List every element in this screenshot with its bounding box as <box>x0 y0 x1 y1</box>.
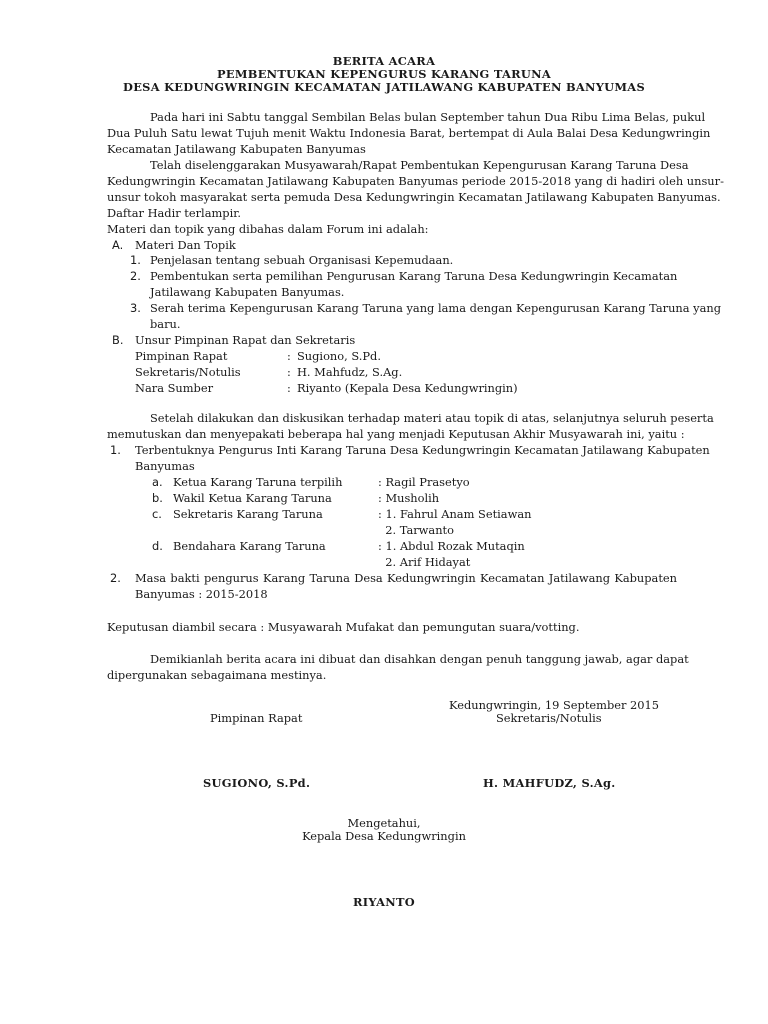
opening-line-6: unsur tokoh masyarakat serta pemuda Desa Kedungwringin Kecamatan Jatilawang Kabupaten Banyumas. <box>107 190 721 204</box>
role-letter: b. <box>152 491 163 505</box>
doc-title: BERITA ACARA <box>332 54 436 68</box>
closing-line-2: dipergunakan sebagaimana mestinya. <box>107 668 327 682</box>
role-letter: a. <box>152 475 163 489</box>
decision-line-1: Setelah dilakukan dan diskusikan terhadap materi atau topik di atas, selanjutnya seluruh peserta <box>150 411 714 425</box>
place-date: Kedungwringin, 19 September 2015 <box>449 698 660 712</box>
list-item-number: 1. <box>130 253 141 267</box>
decision-item-number: 1. <box>110 443 121 457</box>
official-role-sep: : <box>287 365 291 379</box>
acknowledgement-name: RIYANTO <box>353 895 415 909</box>
official-role-value: Sugiono, S.Pd. <box>297 349 381 363</box>
decision-method: Keputusan diambil secara : Musyawarah Mufakat dan pemungutan suara/votting. <box>107 620 580 634</box>
role-title: Wakil Ketua Karang Taruna <box>173 491 332 505</box>
signature-right-name: H. MAHFUDZ, S.Ag. <box>483 776 616 790</box>
section-a-title: Materi Dan Topik <box>135 238 236 252</box>
role-letter: c. <box>152 507 162 521</box>
role-name: : 1. Abdul Rozak Mutaqin <box>378 539 525 553</box>
official-role-label: Nara Sumber <box>135 381 214 395</box>
list-item-text: Penjelasan tentang sebuah Organisasi Kepemudaan. <box>150 253 454 267</box>
official-role-label: Sekretaris/Notulis <box>135 365 241 379</box>
official-role-value: H. Mahfudz, S.Ag. <box>297 365 403 379</box>
official-role-label: Pimpinan Rapat <box>135 349 228 363</box>
role-name: : Ragil Prasetyo <box>378 475 470 489</box>
role-name: 2. Tarwanto <box>378 523 454 537</box>
opening-line-1: Pada hari ini Sabtu tanggal Sembilan Belas bulan September tahun Dua Ribu Lima Belas, pukul <box>150 110 706 124</box>
list-item-text: Serah terima Kepengurusan Karang Taruna yang lama dengan Kepengurusan Karang Taruna yang <box>150 301 722 315</box>
list-item-text-cont: baru. <box>150 317 181 331</box>
signature-right-title: Sekretaris/Notulis <box>496 711 602 725</box>
role-name: : 1. Fahrul Anam Setiawan <box>378 507 532 521</box>
section-b-title: Unsur Pimpinan Rapat dan Sekretaris <box>135 333 356 347</box>
decision-item-text-cont: Banyumas : 2015-2018 <box>135 587 268 601</box>
role-title: Sekretaris Karang Taruna <box>173 507 323 521</box>
role-letter: d. <box>152 539 163 553</box>
decision-item-text: Masa bakti pengurus Karang Taruna Desa Kedungwringin Kecamatan Jatilawang Kabupaten <box>135 571 677 585</box>
opening-line-7: Daftar Hadir terlampir. <box>107 206 242 220</box>
opening-line-2: Dua Puluh Satu lewat Tujuh menit Waktu Indonesia Barat, bertempat di Aula Balai Desa Kedungwringin <box>107 126 711 140</box>
doc-subtitle-location: DESA KEDUNGWRINGIN KECAMATAN JATILAWANG KABUPATEN BANYUMAS <box>123 80 645 94</box>
signature-left-title: Pimpinan Rapat <box>210 711 303 725</box>
opening-line-5: Kedungwringin Kecamatan Jatilawang Kabupaten Banyumas periode 2015-2018 yang di hadiri oleh unsur- <box>107 174 724 188</box>
opening-line-8: Materi dan topik yang dibahas dalam Forum ini adalah: <box>107 222 429 236</box>
signature-left-name: SUGIONO, S.Pd. <box>203 776 311 790</box>
official-role-sep: : <box>287 381 291 395</box>
list-item-text-cont: Jatilawang Kabupaten Banyumas. <box>150 285 345 299</box>
role-name: 2. Arif Hidayat <box>378 555 471 569</box>
closing-line-1: Demikianlah berita acara ini dibuat dan disahkan dengan penuh tanggung jawab, agar dapat <box>150 652 689 666</box>
acknowledgement-label: Mengetahui, <box>347 816 421 830</box>
section-b-marker: B. <box>112 333 124 347</box>
list-item-number: 2. <box>130 269 141 283</box>
acknowledgement-title: Kepala Desa Kedungwringin <box>302 829 466 843</box>
section-a-marker: A. <box>112 238 124 252</box>
opening-line-3: Kecamatan Jatilawang Kabupaten Banyumas <box>107 142 366 156</box>
list-item-number: 3. <box>130 301 141 315</box>
decision-item-number: 2. <box>110 571 121 585</box>
list-item-text: Pembentukan serta pemilihan Pengurusan Karang Taruna Desa Kedungwringin Kecamatan <box>150 269 678 283</box>
role-title: Ketua Karang Taruna terpilih <box>173 475 343 489</box>
official-role-sep: : <box>287 349 291 363</box>
decision-line-2: memutuskan dan menyepakati beberapa hal yang menjadi Keputusan Akhir Musyawarah ini, yaitu : <box>107 427 685 441</box>
official-role-value: Riyanto (Kepala Desa Kedungwringin) <box>297 381 518 395</box>
opening-line-4: Telah diselenggarakan Musyawarah/Rapat Pembentukan Kepengurusan Karang Taruna Desa <box>150 158 689 172</box>
role-name: : Musholih <box>378 491 440 505</box>
doc-subtitle: PEMBENTUKAN KEPENGURUS KARANG TARUNA <box>217 67 551 81</box>
role-title: Bendahara Karang Taruna <box>173 539 326 553</box>
decision-item-text-cont: Banyumas <box>135 459 195 473</box>
decision-item-text: Terbentuknya Pengurus Inti Karang Taruna Desa Kedungwringin Kecamatan Jatilawang Kabupaten <box>135 443 710 457</box>
